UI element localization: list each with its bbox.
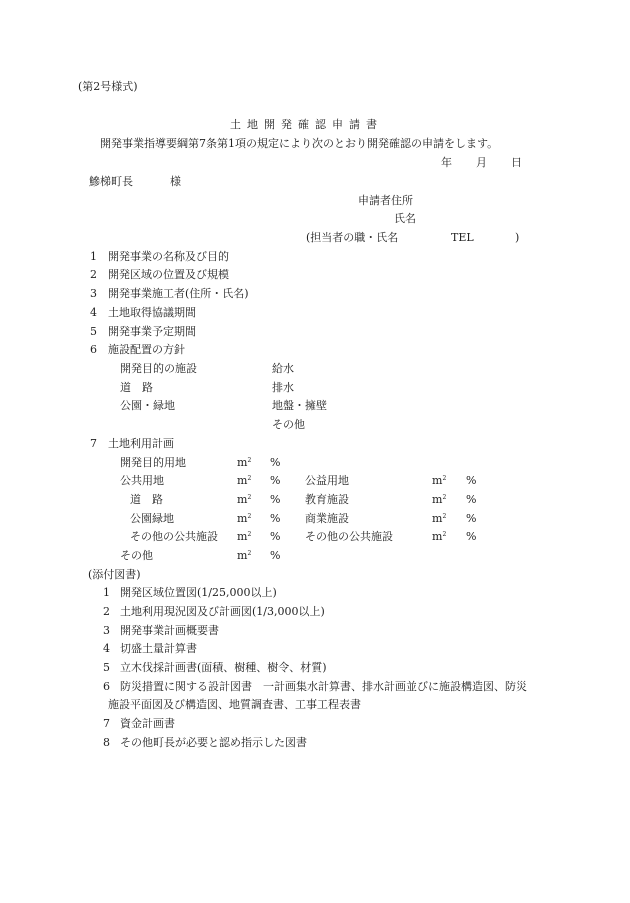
item-2-number: 2: [90, 268, 97, 281]
attachment-1-label: 開発区域位置図(1/25,000以上): [120, 586, 277, 599]
date-year: 年: [441, 156, 452, 169]
percent-unit: %: [466, 512, 477, 525]
item-7-label: 土地利用計画: [108, 437, 174, 450]
item-1-number: 1: [90, 250, 97, 263]
attachment-8-label: その他町長が必要と認め指示した図書: [120, 736, 307, 749]
intro-text: 開発事業指導要綱第7条第1項の規定により次のとおり開発確認の申請をします。: [100, 137, 499, 150]
item-1-label: 開発事業の名称及び目的: [108, 250, 229, 263]
item-2-label: 開発区域の位置及び規模: [108, 268, 229, 281]
applicant-name-label: 氏名: [394, 212, 416, 225]
item-4-label: 土地取得協議期間: [108, 306, 196, 319]
facility-left-3: 公園・緑地: [120, 399, 175, 412]
item-3-label: 開発事業施工者(住所・氏名): [108, 287, 249, 300]
land-use-row-1-left: 開発目的用地: [120, 456, 186, 469]
attachment-7-label: 資金計画書: [120, 717, 175, 730]
land-use-row-5-right: その他の公共施設: [305, 530, 393, 543]
item-6-label: 施設配置の方針: [108, 343, 185, 356]
attachment-3-label: 開発事業計画概要書: [120, 624, 219, 637]
area-unit: $m^2$: [237, 456, 252, 469]
percent-unit: %: [270, 549, 281, 562]
area-unit: $m^2$: [237, 474, 252, 487]
contact-open: (担当者の職・氏名: [306, 231, 399, 244]
percent-unit: %: [466, 493, 477, 506]
attachment-6-number: 6: [103, 680, 110, 693]
attachment-5-number: 5: [103, 661, 110, 674]
area-unit: $m^2$: [237, 530, 252, 543]
land-use-row-2-right: 公益用地: [305, 474, 349, 487]
item-6-number: 6: [90, 343, 97, 356]
land-use-row-3-left: 道 路: [130, 493, 163, 506]
facility-right-3: 地盤・擁壁: [272, 399, 327, 412]
area-unit: $m^2$: [237, 493, 252, 506]
land-use-row-2-left: 公共用地: [120, 474, 164, 487]
percent-unit: %: [270, 512, 281, 525]
applicant-address-label: 申請者住所: [358, 194, 413, 207]
land-use-row-5-left: その他の公共施設: [130, 530, 218, 543]
attachment-2-label: 土地利用現況図及び計画図(1/3,000以上): [120, 605, 325, 618]
attachment-7-number: 7: [103, 717, 110, 730]
facility-right-2: 排水: [272, 381, 294, 394]
item-4-number: 4: [90, 306, 97, 319]
attachment-3-number: 3: [103, 624, 110, 637]
area-unit: $m^2$: [432, 474, 447, 487]
date-day: 日: [511, 156, 522, 169]
area-unit: $m^2$: [432, 512, 447, 525]
addressee-honorific: 様: [170, 175, 181, 188]
land-use-row-6-left: その他: [120, 549, 153, 562]
attachment-5-label: 立木伐採計画書(面積、樹種、樹令、材質): [120, 661, 327, 674]
attachment-4-number: 4: [103, 642, 110, 655]
date-month: 月: [476, 156, 487, 169]
percent-unit: %: [270, 493, 281, 506]
percent-unit: %: [270, 530, 281, 543]
facility-left-1: 開発目的の施設: [120, 362, 197, 375]
area-unit: $m^2$: [237, 549, 252, 562]
form-number: (第2号様式): [78, 80, 138, 93]
attachments-heading: (添付図書): [88, 568, 141, 581]
attachment-4-label: 切盛土量計算書: [120, 642, 197, 655]
attachment-2-number: 2: [103, 605, 110, 618]
contact-tel-label: TEL: [451, 231, 474, 244]
area-unit: $m^2$: [237, 512, 252, 525]
land-use-row-4-left: 公園緑地: [130, 512, 174, 525]
area-unit: $m^2$: [432, 530, 447, 543]
contact-close: ): [515, 231, 520, 244]
percent-unit: %: [466, 530, 477, 543]
item-5-number: 5: [90, 325, 97, 338]
document-title: 土地開発確認申請書: [230, 118, 383, 131]
attachment-1-number: 1: [103, 586, 110, 599]
item-7-number: 7: [90, 437, 97, 450]
facility-right-1: 給水: [272, 362, 294, 375]
percent-unit: %: [270, 456, 281, 469]
facility-right-4: その他: [272, 418, 305, 431]
area-unit: $m^2$: [432, 493, 447, 506]
percent-unit: %: [270, 474, 281, 487]
land-use-row-4-right: 商業施設: [305, 512, 349, 525]
attachment-6-label: 防災措置に関する設計図書 一計画集水計算書、排水計画並びに施設構造図、防災: [120, 680, 527, 693]
item-3-number: 3: [90, 287, 97, 300]
item-5-label: 開発事業予定期間: [108, 325, 196, 338]
facility-left-2: 道 路: [120, 381, 153, 394]
attachment-6-continuation: 施設平面図及び構造図、地質調査書、工事工程表書: [108, 698, 361, 711]
attachment-8-number: 8: [103, 736, 110, 749]
addressee-name: 鰺梯町長: [89, 175, 133, 188]
land-use-row-3-right: 教育施設: [305, 493, 349, 506]
percent-unit: %: [466, 474, 477, 487]
